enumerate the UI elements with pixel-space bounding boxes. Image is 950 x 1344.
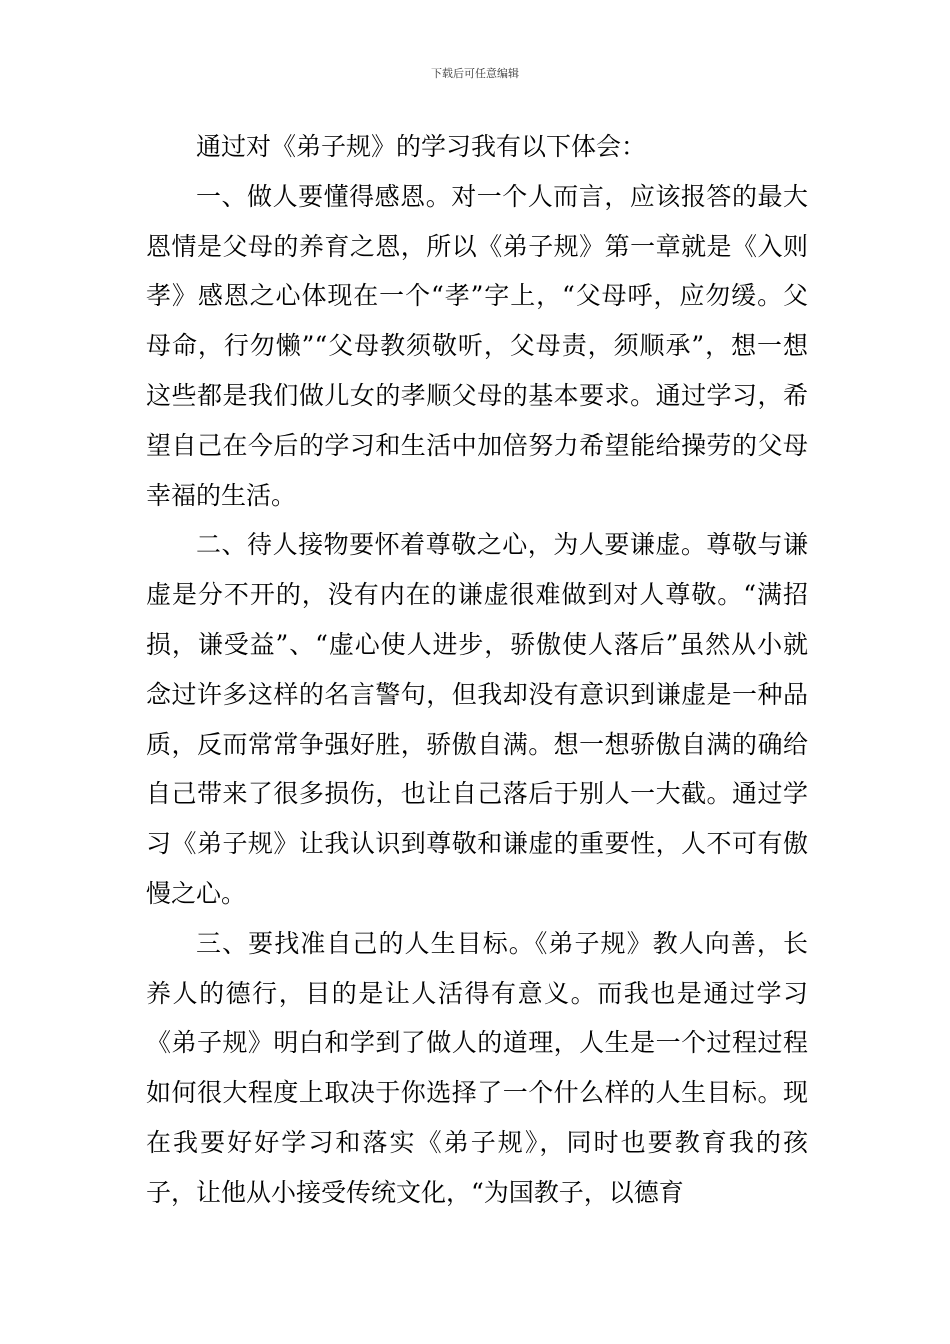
document-body [146, 122, 808, 1218]
paragraph-intro: 通过对《弟子规》的学习我有以下体会： [196, 132, 647, 161]
paragraph-life-goal: 三、要找准自己的人生目标。《弟子规》教人向善，长养人的德行，目的是让人活得有意义。而我也是通过学习《弟子规》明白和学到了做人的道理，人生是一个过程过程如何很大程度上取决于你选择了一个什么样的人生目标。现在我要好好学习和落实《弟子规》，同时也要教育我的孩子，让他从小接受传统文化，“为国教子，以德育 [146, 928, 808, 1207]
paragraph-respect: 二、待人接物要怀着尊敬之心，为人要谦虚。尊敬与谦虚是分不开的，没有内在的谦虚很难做到对人尊敬。“满招损，谦受益”、“虚心使人进步，骄傲使人落后”虽然从小就念过许多这样的名言警句，但我却没有意识到谦虚是一种品质，反而常常争强好胜，骄傲自满。想一想骄傲自满的确给自己带来了很多损伤，也让自己落后于别人一大截。通过学习《弟子规》让我认识到尊敬和谦虚的重要性，人不可有傲慢之心。 [146, 530, 808, 908]
page-header: 下载后可任意编辑 [431, 67, 519, 80]
paragraph-gratitude: 一、做人要懂得感恩。对一个人而言，应该报答的最大恩情是父母的养育之恩，所以《弟子规》第一章就是《入则孝》感恩之心体现在一个“孝”字上，“父母呼，应勿缓。父母命，行勿懒”“父母教须敬听，父母责，须顺承”，想一想这些都是我们做儿女的孝顺父母的基本要求。通过学习，希望自己在今后的学习和生活中加倍努力希望能给操劳的父母幸福的生活。 [146, 181, 808, 510]
